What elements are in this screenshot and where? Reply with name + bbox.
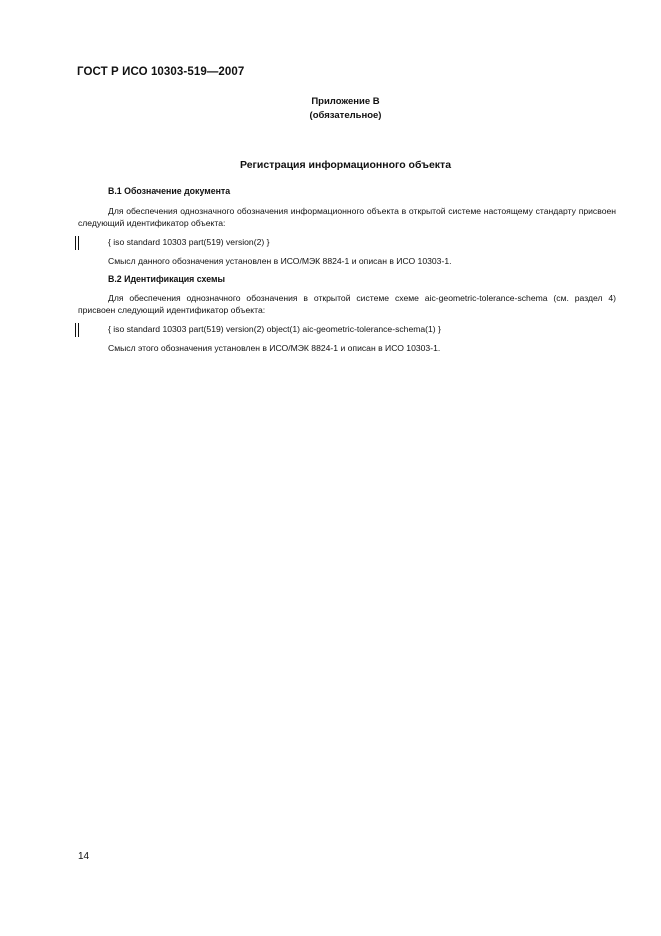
document-header: ГОСТ Р ИСО 10303-519—2007 [77, 66, 245, 78]
change-bar-1a [75, 236, 76, 250]
b1-heading: В.1 Обозначение документа [108, 186, 231, 196]
appendix-status: (обязательное) [309, 110, 382, 121]
b2-paragraph: Для обеспечения однозначного обозначения в открытой системе схеме aic-geometric-tolerance-schema (см. раздел 4) присвоен следующий идентификатор объекта: [78, 293, 616, 315]
appendix-title: Приложение В [311, 96, 380, 107]
b1-paragraph: Для обеспечения однозначного обозначения информационного объекта в открытой системе настоящему стандарту присвоен следующий идентификатор объекта: [78, 206, 616, 228]
page-number: 14 [78, 851, 90, 862]
change-bar-2b [78, 323, 79, 337]
b2-identifier: { iso standard 10303 part(519) version(2) object(1) aic-geometric-tolerance-schema(1) } [108, 324, 441, 334]
b1-identifier: { iso standard 10303 part(519) version(2) } [108, 237, 270, 247]
b2-heading: В.2 Идентификация схемы [108, 274, 226, 284]
change-bar-2a [75, 323, 76, 337]
b2-meaning: Смысл этого обозначения установлен в ИСО/МЭК 8824-1 и описан в ИСО 10303-1. [108, 343, 441, 353]
change-bar-1b [78, 236, 79, 250]
b1-meaning: Смысл данного обозначения установлен в ИСО/МЭК 8824-1 и описан в ИСО 10303-1. [108, 256, 452, 266]
section-title: Регистрация информационного объекта [239, 159, 452, 171]
